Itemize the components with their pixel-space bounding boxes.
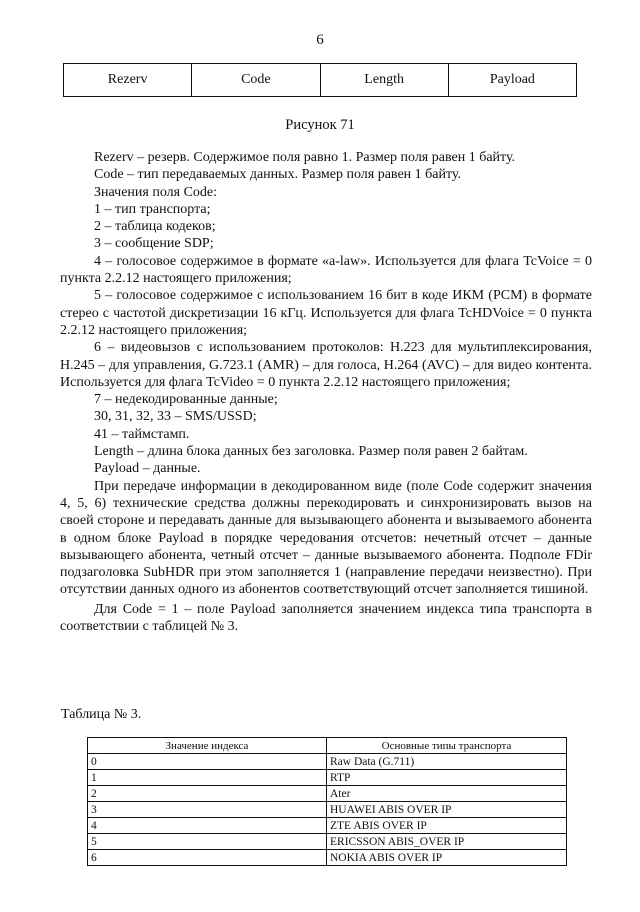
transport-cell: Raw Data (G.711) <box>327 754 567 770</box>
table-header-row <box>88 738 567 754</box>
paragraph: Значения поля Code: <box>94 184 218 200</box>
index-cell: 5 <box>88 834 327 850</box>
paragraph: Code – тип передаваемых данных. Размер поля равен 1 байту. <box>94 167 462 183</box>
transport-types-table <box>87 737 567 866</box>
paragraph: 7 – недекодированные данные; <box>94 392 278 408</box>
table-caption: Таблица № 3. <box>61 707 142 722</box>
table-row <box>88 802 567 818</box>
table-row <box>88 818 567 834</box>
index-cell: 0 <box>88 754 327 770</box>
transport-cell: Ater <box>327 786 567 802</box>
paragraph: 6 – видеовызов с использованием протоколов: H.223 для мультиплексирования, H.245 – для управления, G.723.1 (AMR) – для голоса, H.264 (AVC) – для видео контента. Используется для флага TcVideo = 0 пункта 2.2.12 настоящего приложения; <box>60 340 592 390</box>
transport-cell: NOKIA ABIS OVER IP <box>327 850 567 866</box>
transport-cell: RTP <box>327 770 567 786</box>
paragraph: 41 – таймстамп. <box>94 426 190 442</box>
column-header: Значение индекса <box>88 738 327 754</box>
paragraph: 3 – сообщение SDP; <box>94 236 214 252</box>
paragraph: Length – длина блока данных без заголовка. Размер поля равен 2 байтам. <box>94 444 528 460</box>
index-cell: 1 <box>88 770 327 786</box>
packet-structure-row <box>64 64 577 97</box>
column-header: Основные типы транспорта <box>327 738 567 754</box>
paragraph: 4 – голосовое содержимое в формате «a-law». Используется для флага TcVoice = 0 пункта 2.2.12 настоящего приложения; <box>60 253 592 287</box>
paragraph: 1 – тип транспорта; <box>94 201 211 217</box>
paragraph: Для Code = 1 – поле Payload заполняется значением индекса типа транспорта в соответствии с таблицей № 3. <box>60 601 592 635</box>
transport-cell: ERICSSON ABIS_OVER IP <box>327 834 567 850</box>
index-cell: 6 <box>88 850 327 866</box>
field-payload: Payload <box>448 64 576 97</box>
table-row <box>88 834 567 850</box>
figure-caption: Рисунок 71 <box>285 117 355 133</box>
index-cell: 3 <box>88 802 327 818</box>
paragraph: 2 – таблица кодеков; <box>94 219 216 235</box>
table-row <box>88 786 567 802</box>
index-cell: 4 <box>88 818 327 834</box>
field-rezerv: Rezerv <box>64 64 192 97</box>
transport-cell: ZTE ABIS OVER IP <box>327 818 567 834</box>
paragraph: 5 – голосовое содержимое с использованием 16 бит в коде ИКМ (PCM) в формате стерео с частотой дискретизации 16 кГц. Используется для флага TcHDVoice = 0 пункта 2.2.12 настоящего приложения; <box>60 288 592 338</box>
table-row <box>88 754 567 770</box>
field-length: Length <box>320 64 448 97</box>
table-row <box>88 850 567 866</box>
paragraph: Rezerv – резерв. Содержимое поля равно 1. Размер поля равен 1 байту. <box>94 150 516 165</box>
paragraph: 30, 31, 32, 33 – SMS/USSD; <box>94 409 257 425</box>
page-number: 6 <box>316 32 324 48</box>
transport-cell: HUAWEI ABIS OVER IP <box>327 802 567 818</box>
paragraph: При передаче информации в декодированном виде (поле Code содержит значения 4, 5, 6) технические средства должны перекодировать и синхронизировать вызов на своей стороне и передавать данные для вызывающего абонента и вызываемого абонента в одном блоке Payload в порядке чередования отсчетов: нечетный отсчет – данные вызывающего абонента, четный отсчет – данные вызываемого абонента. Подполе FDir подзаголовка SubHDR при этом заполняется 1 (направление передачи неизвестно). При отсутствии данных одного из абонентов соответствующий отсчет заполняется тишиной. <box>60 478 592 598</box>
packet-structure-table <box>63 63 577 97</box>
table-row <box>88 770 567 786</box>
index-cell: 2 <box>88 786 327 802</box>
field-code: Code <box>192 64 320 97</box>
body-text <box>60 149 592 635</box>
paragraph: Payload – данные. <box>94 461 201 477</box>
